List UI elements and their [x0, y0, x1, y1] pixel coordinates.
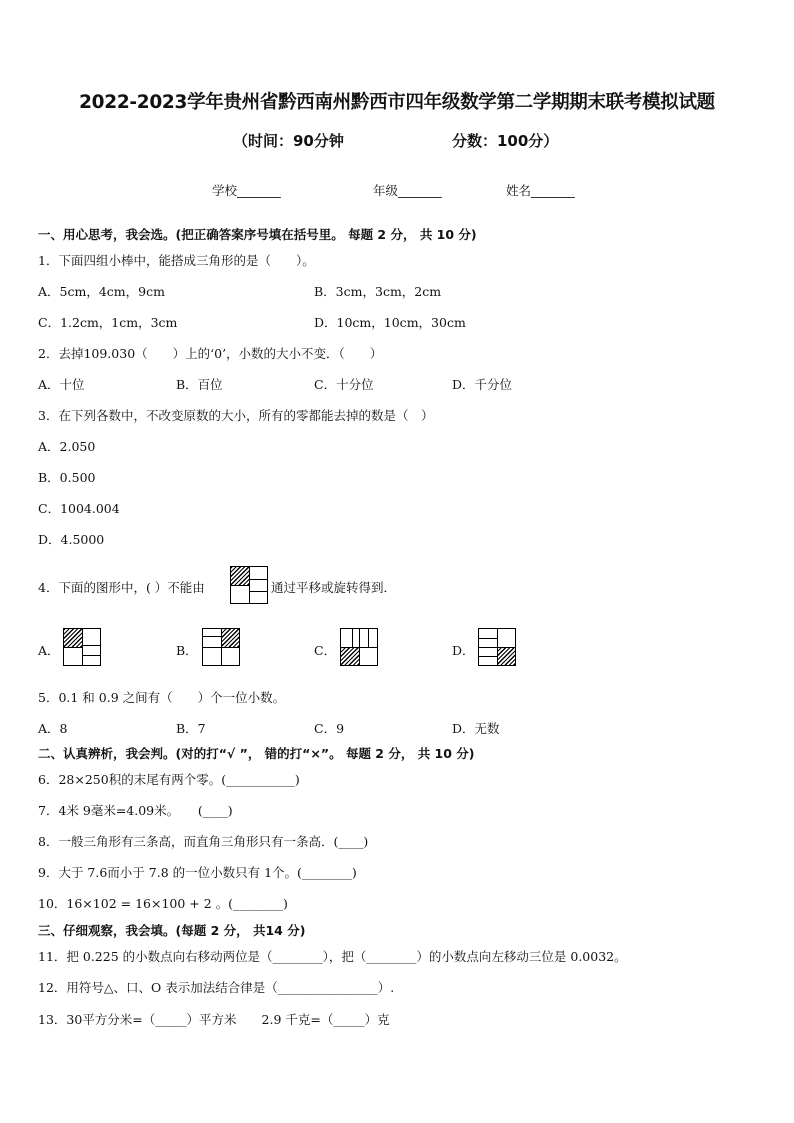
q1-option-b[interactable]: B．3cm，3cm，2cm	[314, 284, 442, 299]
q4-option-a[interactable]: A．	[38, 643, 60, 658]
q5-option-a[interactable]: A．8	[38, 721, 68, 736]
exam-time: （时间：90分钟	[233, 132, 344, 150]
q4-figure-b[interactable]	[202, 628, 240, 666]
q5-stem: 5．0.1 和 0.9 之间有（ ）个一位小数。	[38, 690, 286, 705]
q4-option-b[interactable]: B．	[176, 643, 198, 658]
exam-title: 2022-2023学年贵州省黔西南州黔西市四年级数学第二学期期末联考模拟试题	[79, 92, 715, 113]
q4-stem-post: 通过平移或旋转得到．	[271, 580, 397, 595]
q12-text[interactable]: 12．用符号△、口、O 表示加法结合律是（________________）.	[38, 980, 395, 995]
q4-option-d[interactable]: D．	[452, 643, 475, 658]
q5-option-b[interactable]: B．7	[176, 721, 206, 736]
section-3-heading: 三、仔细观察，我会填。(每题 2 分， 共14 分)	[38, 923, 306, 938]
q2-option-c[interactable]: C．十分位	[314, 377, 374, 392]
q3-stem: 3．在下列各数中，不改变原数的大小，所有的零都能去掉的数是（ ）	[38, 408, 434, 423]
q13-text[interactable]: 13．30平方分米=（_____）平方米 2.9 千克=（_____）克	[38, 1012, 390, 1027]
q7-text[interactable]: 7．4米 9毫米=4.09米。 (____)	[38, 803, 233, 818]
q1-stem: 1．下面四组小棒中，能搭成三角形的是（ ）。	[38, 253, 315, 268]
q1-option-a[interactable]: A．5cm，4cm，9cm	[38, 284, 165, 299]
q4-option-c[interactable]: C．	[314, 643, 337, 658]
q9-text[interactable]: 9．大于 7.6而小于 7.8 的一位小数只有 1个。(________)	[38, 865, 357, 880]
q5-option-d[interactable]: D．无数	[452, 721, 500, 736]
q4-figure-d[interactable]	[478, 628, 516, 666]
q4-figure-a[interactable]	[63, 628, 101, 666]
q3-option-c[interactable]: C．1004.004	[38, 501, 120, 516]
q11-text[interactable]: 11．把 0.225 的小数点向右移动两位是（________），把（________）的小数点向左移动三位是 0.0032。	[38, 949, 627, 964]
q2-option-b[interactable]: B．百位	[176, 377, 223, 392]
q2-stem: 2．去掉109.030（ ）上的‘0’，小数的大小不变．（ ）	[38, 346, 383, 361]
q6-text[interactable]: 6．28×250积的末尾有两个零。(___________)	[38, 772, 300, 787]
q3-option-d[interactable]: D．4.5000	[38, 532, 105, 547]
q3-option-a[interactable]: A．2.050	[38, 439, 96, 454]
q4-reference-figure	[230, 566, 268, 604]
q2-option-d[interactable]: D．千分位	[452, 377, 513, 392]
q3-option-b[interactable]: B．0.500	[38, 470, 96, 485]
exam-score: 分数：100分）	[452, 132, 559, 150]
q4-stem-pre: 4．下面的图形中，( ）不能由	[38, 580, 205, 595]
name-field[interactable]: 姓名_______	[506, 183, 575, 198]
q8-text[interactable]: 8．一般三角形有三条高，而直角三角形只有一条高．(____)	[38, 834, 369, 849]
q10-text[interactable]: 10．16×102 = 16×100 + 2 。(________)	[38, 896, 288, 911]
section-1-heading: 一、用心思考，我会选。(把正确答案序号填在括号里。 每题 2 分， 共 10 分)	[38, 227, 477, 242]
q5-option-c[interactable]: C．9	[314, 721, 345, 736]
grade-field[interactable]: 年级_______	[373, 183, 442, 198]
q1-option-d[interactable]: D．10cm，10cm，30cm	[314, 315, 466, 330]
q2-option-a[interactable]: A．十位	[38, 377, 85, 392]
q4-figure-c[interactable]	[340, 628, 378, 666]
section-2-heading: 二、认真辨析，我会判。(对的打“√ ”， 错的打“×”。 每题 2 分， 共 10 分)	[38, 746, 475, 761]
school-field[interactable]: 学校_______	[212, 183, 281, 198]
q1-option-c[interactable]: C．1.2cm，1cm，3cm	[38, 315, 178, 330]
